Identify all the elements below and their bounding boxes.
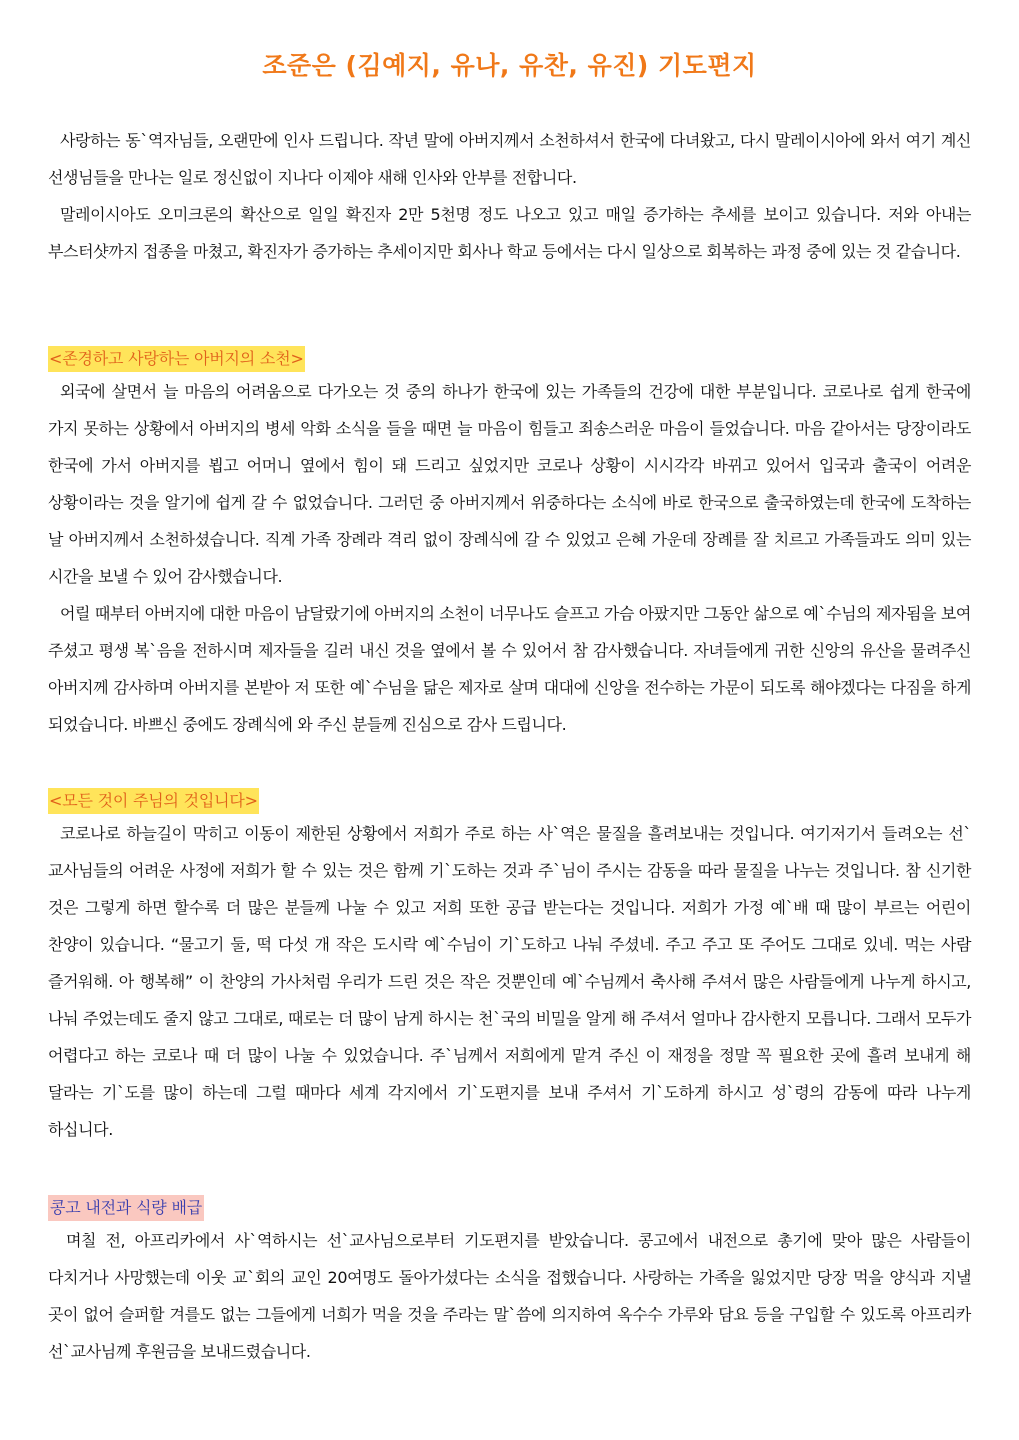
intro-section: [48, 122, 971, 270]
intro-paragraph-2: 말레이시아도 오미크론의 확산으로 일일 확진자 2만 5천명 정도 나오고 있고 매일 증가하는 추세를 보이고 있습니다. 저와 아내는 부스터샷까지 접종을 마쳤고, 확진자가 증가하는 추세이지만 회사나 학교 등에서는 다시 일상으로 회복하는 과정 중에 있는 것 같습니다.: [48, 205, 971, 261]
section-father: [48, 346, 971, 743]
section-congo-paragraph-1: 며칠 전, 아프리카에서 사`역하시는 선`교사님으로부터 기도편지를 받았습니다. 콩고에서 내전으로 총기에 맞아 많은 사람들이 다치거나 사망했는데 이웃 교`회의 교인 20여명도 돌아가셨다는 소식을 접했습니다. 사랑하는 가족을 잃었지만 당장 먹을 양식과 지낼 곳이 없어 슬퍼할 겨를도 없는 그들에게 너희가 먹을 것을 주라는 말`씀에 의지하여 옥수수 가루와 담요 등을 구입할 수 있도록 아프리카 선`교사님께 후원금을 보내드렸습니다.: [48, 1231, 971, 1361]
page-title: 조준은 (김예지, 유나, 유찬, 유진) 기도편지: [262, 51, 757, 80]
section-father-paragraph-2: 어릴 때부터 아버지에 대한 마음이 남달랐기에 아버지의 소천이 너무나도 슬프고 가슴 아팠지만 그동안 삶으로 예`수님의 제자됨을 보여 주셨고 평생 복`음을 전하시며 제자들을 길러 내신 것을 옆에서 볼 수 있어서 참 감사했습니다. 자녀들에게 귀한 신앙의 유산을 물려주신 아버지께 감사하며 아버지를 본받아 저 또한 예`수님을 닮은 제자로 살며 대대에 신앙을 전수하는 가문이 되도록 해야겠다는 다짐을 하게 되었습니다. 바쁘신 중에도 장례식에 와 주신 분들께 진심으로 감사 드립니다.: [48, 604, 971, 734]
section-heading-lord: <모든 것이 주님의 것입니다>: [48, 788, 259, 814]
section-congo: [48, 1195, 971, 1370]
section-heading-congo: 콩고 내전과 식량 배급: [48, 1195, 204, 1221]
letter-page: [48, 0, 971, 1440]
section-father-paragraph-1: 외국에 살면서 늘 마음의 어려움으로 다가오는 것 중의 하나가 한국에 있는 가족들의 건강에 대한 부분입니다. 코로나로 쉽게 한국에 가지 못하는 상황에서 아버지의 병세 악화 소식을 들을 때면 늘 마음이 힘들고 죄송스러운 마음이 들었습니다. 마음 같아서는 당장이라도 한국에 가서 아버지를 뵙고 어머니 옆에서 힘이 돼 드리고 싶었지만 코로나 상황이 시시각각 바뀌고 있어서 입국과 출국이 어려운 상황이라는 것을 알기에 쉽게 갈 수 없었습니다. 그러던 중 아버지께서 위중하다는 소식에 바로 한국으로 출국하였는데 한국에 도착하는 날 아버지께서 소천하셨습니다. 직계 가족 장례라 격리 없이 장례식에 갈 수 있었고 은혜 가운데 장례를 잘 치르고 가족들과도 의미 있는 시간을 보낼 수 있어 감사했습니다.: [48, 382, 971, 586]
intro-paragraph-1: 사랑하는 동`역자님들, 오랜만에 인사 드립니다. 작년 말에 아버지께서 소천하셔서 한국에 다녀왔고, 다시 말레이시아에 와서 여기 계신 선생님들을 만나는 일로 정신없이 지나다 이제야 새해 인사와 안부를 전합니다.: [48, 131, 971, 187]
section-lord: [48, 788, 971, 1148]
section-heading-father: <존경하고 사랑하는 아버지의 소천>: [48, 346, 305, 372]
section-lord-paragraph-1: 코로나로 하늘길이 막히고 이동이 제한된 상황에서 저희가 주로 하는 사`역은 물질을 흘려보내는 것입니다. 여기저기서 들려오는 선`교사님들의 어려운 사정에 저희가 할 수 있는 것은 함께 기`도하는 것과 주`님이 주시는 감동을 따라 물질을 나누는 것입니다. 참 신기한 것은 그렇게 하면 할수록 더 많은 분들께 나눌 수 있고 저희 또한 공급 받는다는 것입니다. 저희가 가정 예`배 때 많이 부르는 어린이 찬양이 있습니다. “물고기 둘, 떡 다섯 개 작은 도시락 예`수님이 기`도하고 나눠 주셨네. 주고 주고 또 주어도 그대로 있네. 먹는 사람 즐거워해. 아 행복해” 이 찬양의 가사처럼 우리가 드린 것은 작은 것뿐인데 예`수님께서 축사해 주셔서 많은 사람들에게 나누게 하시고, 나눠 주었는데도 줄지 않고 그대로, 때로는 더 많이 남게 하시는 천`국의 비밀을 알게 해 주셔서 얼마나 감사한지 모릅니다. 그래서 모두가 어렵다고 하는 코로나 때 더 많이 나눌 수 있었습니다. 주`님께서 저희에게 맡겨 주신 이 재정을 정말 꼭 필요한 곳에 흘려 보내게 해 달라는 기`도를 많이 하는데 그럴 때마다 세계 각지에서 기`도편지를 보내 주셔서 기`도하게 하시고 성`령의 감동에 따라 나누게 하십니다.: [48, 824, 971, 1139]
